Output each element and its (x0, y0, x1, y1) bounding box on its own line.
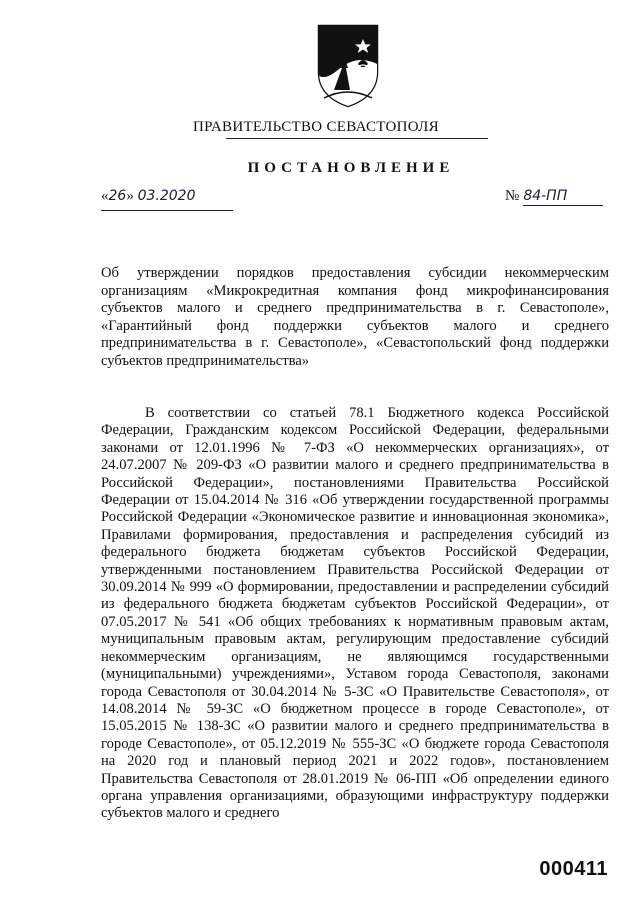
document-type: ПОСТАНОВЛЕНИЕ (247, 160, 455, 176)
sevastopol-coat-of-arms-icon (316, 24, 380, 108)
date-open-quote: « (101, 188, 109, 204)
document-body: В соответствии со статьей 78.1 Бюджетного кодекса Российской Федерации, Гражданским кодексом Российской Федерации, федеральными законами от 12.01.1996 № 7-ФЗ «О некоммерческих организациях», от 24.07.2007 № 209-ФЗ «О развитии малого и среднего предпринимательства в Российской Федерации», постановлениями Правительства Российской Федерации от 15.04.2014 № 316 «Об утверждении государственной программы Российской Федерации «Экономическое развитие и инновационная экономика», Правилами формирования, предоставления и распределения субсидий из федерального бюджета бюджетам субъектов Российской Федерации, утвержденными постановлением Правительства Российской Федерации от 30.09.2014 № 999 «О формировании, предоставлении и распределении субсидий из федерального бюджета бюджетам субъектов Российской Федерации», от 07.05.2017 № 541 «Об общих требованиях к нормативным правовым актам, муниципальным правовым актам, регулирующим предоставление субсидий некоммерческим организациям, не являющимся государственными (муниципальными) учреждениями», Уставом города Севастополя, законами города Севастополя от 30.04.2014 № 5-ЗС «О Правительстве Севастополя», от 14.08.2014 № 59-ЗС «О бюджетном процессе в городе Севастополе», от 15.05.2015 № 138-ЗС «О развитии малого и среднего предпринимательства в городе Севастополе», от 05.12.2019 № 555-ЗС «О бюджете города Севастополя на 2020 год и плановый период 2021 и 2022 годов», постановлением Правительства Севастополя от 28.01.2019 № 06-ПП «Об определении единого органа управления организациями, образующими инфраструктуру поддержки субъектов малого и среднего (101, 405, 609, 822)
date-month-year: 03.2020 (137, 188, 196, 204)
number-label: № (505, 188, 520, 204)
document-number (505, 188, 610, 210)
date-close-quote: » (126, 188, 134, 204)
document-subject: Об утверждении порядков предоставления субсидии некоммерческим организациям «Микрокредитная компания фонд микрофинансирования субъектов малого и среднего предпринимательства в г. Севастополе», «Гарантийный фонд поддержки субъектов малого и среднего предпринимательства в г. Севастополе», «Севастопольский фонд поддержки субъектов предпринимательства» (101, 265, 609, 369)
document-date (101, 188, 233, 211)
page-code: 000411 (539, 858, 608, 880)
title-divider (226, 138, 488, 139)
date-day: 26 (108, 188, 127, 204)
government-title: ПРАВИТЕЛЬСТВО СЕВАСТОПОЛЯ (193, 119, 439, 135)
number-value: 84-ПП (523, 188, 568, 204)
